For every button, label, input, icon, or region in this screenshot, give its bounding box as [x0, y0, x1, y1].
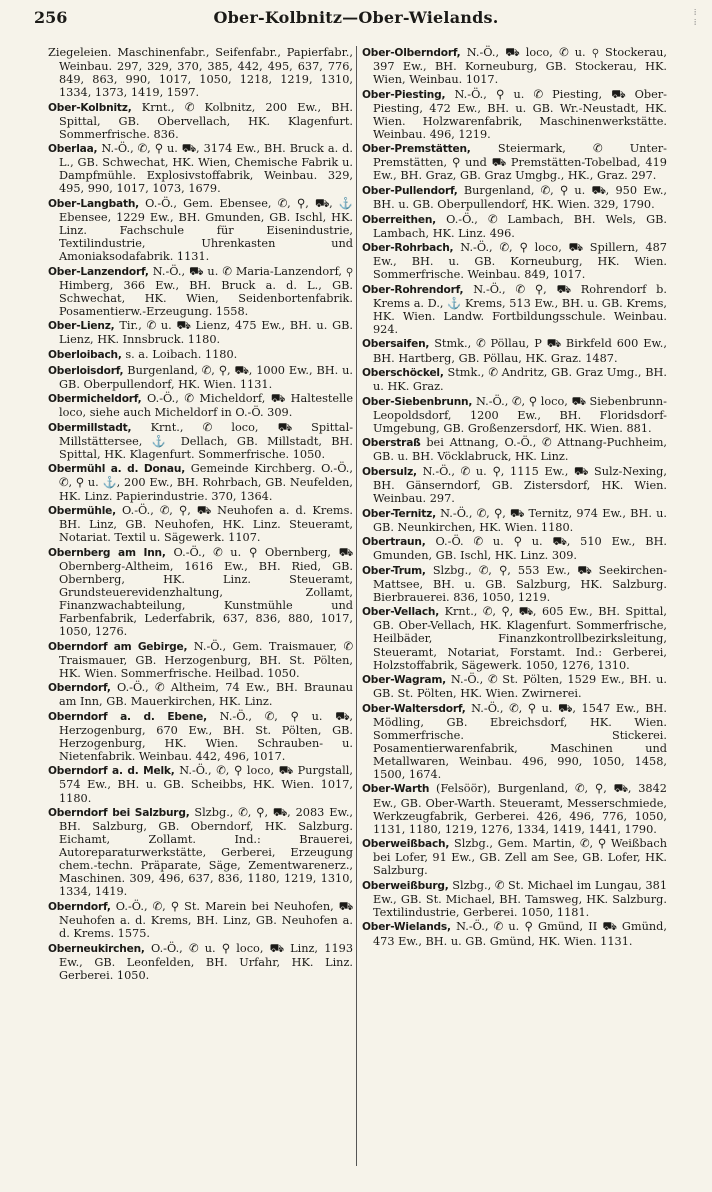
gazetteer-entry [362, 605, 667, 671]
entry-text: Krnt., ✆, ⚲, ⛟, 605 Ew., BH. Spittal, GB. Ober-Vellach, HK. Klagenfurt. Sommerfrische, Heilbäder, Finanzkontrollbezirksleitung, Steueramt, Notariat, Forstamt. Ind.: Gerberei, Holzstoffabrik, Sägewerk. 1050, 1276, 1310. [373, 605, 667, 672]
entry-headword: Ober-Wagram, [362, 674, 446, 687]
entry-headword: Ober-Lanzendorf, [48, 265, 149, 278]
entry-headword: Ober-Warth [362, 783, 430, 796]
entry-text: Slzbg., Gem. Martin, ✆, ⚲ Weißbach bei Lofer, 91 Ew., GB. Zell am See, GB. Lofer, HK. Salzburg. [373, 837, 667, 878]
entry-text: Tir., ✆ u. ⛟ Lienz, 475 Ew., BH. u. GB. Lienz, HK. Innsbruck. 1180. [59, 319, 354, 347]
gazetteer-entry [48, 364, 353, 391]
entry-text: Steiermark, ✆ Unter-Premstätten, ⚲ und ⛟ Premstätten-Tobelbad, 419 Ew., BH. Graz, GB. Graz Umgbg., HK., Graz. 297. [373, 142, 667, 183]
entry-headword: Ober-Premstätten, [362, 143, 471, 156]
entry-headword: Oberndorf bei Salzburg, [48, 807, 190, 820]
entry-headword: Oberloibach, [48, 349, 122, 362]
entry-text: N.-Ö., ✆, ⚲ loco, ⛟ Spillern, 487 Ew., BH. u. GB. Korneuburg, HK. Wien. Sommerfrische. Weinbau. 849, 1017. [373, 241, 667, 282]
entry-text: O.-Ö., ✆, ⚲, ⛟ Neuhofen a. d. Krems. BH. Linz, GB. Neuhofen, HK. Linz. Steueramt, Notariat. Textil u. Sägewerk. 1107. [59, 504, 354, 545]
right-column [362, 46, 667, 949]
page-header [34, 8, 678, 34]
gazetteer-entry [48, 462, 353, 502]
entry-headword: Oberreithen, [362, 213, 436, 226]
left-column [48, 46, 353, 983]
entry-text: Ziegeleien. Maschinenfabr., Seifenfabr., Papierfabr., Weinbau. 297, 329, 370, 385, 442, 495, 637, 776, 849, 863, 990, 1017, 1050, 1218, 1219, 1310, 1334, 1373, 1419, 1597. [48, 46, 353, 100]
entry-text: Krnt., ✆ loco, ⛟ Spittal-Millstättersee, ⚓ Dellach, GB. Millstadt, BH. Spittal, HK. Klagenfurt. Sommerfrische. 1050. [59, 420, 354, 461]
gazetteer-entry [362, 283, 667, 336]
entry-text: O.-Ö., ✆ Micheldorf, ⛟ Haltestelle loco, siehe auch Micheldorf in O.-Ö. 309. [59, 392, 354, 420]
entry-headword: Obermühl a. d. Donau, [48, 463, 186, 476]
gazetteer-entry [48, 421, 353, 461]
entry-text: Slzbg., ✆, ⚲, 553 Ew., ⛟ Seekirchen-Mattsee, BH. u. GB. Salzburg, HK. Salzburg. Bierbrauerei. 836, 1050, 1219. [373, 563, 668, 604]
entry-text: Burgenland, ✆, ⚲ u. ⛟, 950 Ew., BH. u. GB. Oberpullendorf, HK. Wien. 329, 1790. [373, 183, 667, 212]
entry-text: N.-Ö., Gem. Traismauer, ✆ Traismauer, GB. Herzogenburg, BH. St. Pölten, HK. Wien. Sommerfrische. Heilbad. 1050. [59, 639, 353, 680]
gazetteer-entry [362, 366, 667, 393]
gazetteer-entry [362, 213, 667, 240]
entry-text: Burgenland, ✆, ⚲, ⛟, 1000 Ew., BH. u. GB. Oberpullendorf, HK. Wien. 1131. [59, 363, 353, 391]
gazetteer-entry [48, 46, 353, 99]
gazetteer-entry [362, 507, 667, 534]
entry-headword: Ober-Waltersdorf, [362, 702, 466, 715]
entry-headword: Ober-Pullendorf, [362, 184, 458, 197]
entry-text: (Felsöör), Burgenland, ✆, ⚲, ⛟, 3842 Ew., GB. Ober-Warth. Steueramt, Messerschmiede, Werkzeugfabrik, Gerberei. 426, 496, 776, 1050, 1131, 1180, 1219, 1276, 1334, 1419, 1441, 1790. [373, 782, 667, 836]
entry-headword: Ober-Olberndorf, [362, 47, 461, 59]
entry-headword: Ober-Trum, [362, 564, 426, 577]
gazetteer-entry [362, 241, 667, 281]
entry-text: N.-Ö., ✆, ⚲ u. ⛟, Herzogenburg, 670 Ew., BH. St. Pölten, GB. Herzogenburg, HK. Wien. Schrauben- u. Nietenfabrik. Weinbau. 442, 496, 1017. [59, 709, 353, 763]
entry-headword: Oberstraß [362, 437, 421, 450]
entry-text: O.-Ö., ✆ Altheim, 74 Ew., BH. Braunau am Inn, GB. Mauerkirchen, HK. Linz. [59, 681, 353, 709]
entry-headword: Ober-Langbath, [48, 198, 139, 211]
gazetteer-entry [362, 142, 667, 182]
entry-text: N.-Ö., ✆, ⚲ loco, ⛟ Purgstall, 574 Ew., BH. u. GB. Scheibbs, HK. Wien. 1017, 1180. [59, 764, 353, 805]
entry-text: O.-Ö., ✆ u. ⚲ loco, ⛟ Linz, 1193 Ew., GB. Leonfelden, BH. Urfahr, HK. Linz. Gerberei. 1050. [59, 941, 354, 982]
gazetteer-entry [362, 879, 667, 919]
gazetteer-entry [48, 319, 353, 346]
entry-text: O.-Ö., Gem. Ebensee, ✆, ⚲, ⛟, ⚓ Ebensee, 1229 Ew., BH. Gmunden, GB. Ischl, HK. Linz. Fachschule für Eisenindustrie, Textilindustrie, Uhrenkasten und Amoniaksodafabrik. 1131. [59, 197, 354, 264]
gazetteer-entry [362, 673, 667, 700]
entry-text: O.-Ö., ✆ Lambach, BH. Wels, GB. Lambach, HK. Linz. 496. [373, 212, 668, 240]
gazetteer-entry [362, 564, 667, 604]
entry-text: N.-Ö., ⚲ u. ✆ Piesting, ⛟ Ober-Piesting, 472 Ew., BH. u. GB. Wr.-Neustadt, HK. Wien. Holzwarenfabrik, Maschinenwerkstätte. Weinbau. 496, 1219. [373, 87, 668, 141]
entry-text: N.-Ö., ⛟ loco, ✆ u. ⚲ Stockerau, 397 Ew., BH. Korneuburg, GB. Stockerau, HK. Wien, Weinbau. 1017. [373, 46, 667, 87]
entry-headword: Ober-Lienz, [48, 320, 115, 333]
gazetteer-entry [362, 395, 667, 435]
entry-text: N.-Ö., ✆ u. ⚲ Gmünd, II ⛟ Gmünd, 473 Ew., BH. u. GB. Gmünd, HK. Wien. 1131. [373, 920, 668, 948]
page-number: 256 [34, 8, 68, 27]
entry-headword: Oberweißbach, [362, 838, 450, 851]
entry-text: Krnt., ✆ Kolbnitz, 200 Ew., BH. Spittal, GB. Obervellach, HK. Klagenfurt. Sommerfrische. 836. [59, 100, 354, 141]
entry-headword: Ober-Kolbnitz, [48, 101, 132, 114]
entry-text: s. a. Loibach. 1180. [125, 348, 238, 362]
gazetteer-entry [362, 465, 667, 505]
entry-text: N.-Ö., ✆, ⚲ loco, ⛟ Siebenbrunn-Leopoldsdorf, 1200 Ew., BH. Floridsdorf-Umgebung, GB. Großenzersdorf, HK. Wien. 881. [373, 394, 667, 435]
gazetteer-entry [48, 546, 353, 638]
entry-text: Stmk., ✆ Andritz, GB. Graz Umg., BH. u. HK. Graz. [373, 366, 667, 394]
entry-text: N.-Ö., ✆ ⚲, ⛟ Rohrendorf b. Krems a. D., ⚓ Krems, 513 Ew., BH. u. GB. Krems, HK. Wien. Landw. Fortbildungsschule. Weinbau. 924. [373, 282, 668, 336]
gazetteer-entry [48, 504, 353, 544]
column-divider [356, 46, 357, 1166]
entry-text: N.-Ö., ✆, ⚲ u. ⛟, 3174 Ew., BH. Bruck a. d. L., GB. Schwechat, HK. Wien, Chemische Fabrik u. Dampfmühle. Explosivstoffabrik, Weinbau. 329, 495, 990, 1017, 1073, 1679. [59, 142, 354, 196]
edge-mark: ⁞ ⁞ [694, 8, 697, 27]
entry-text: Gemeinde Kirchberg. O.-Ö., ✆, ⚲ u. ⚓, 200 Ew., BH. Rohrbach, GB. Neufelden, HK. Linz. Papierindustrie. 370, 1364. [59, 462, 353, 503]
gazetteer-entry [48, 265, 353, 318]
entry-headword: Ober-Vellach, [362, 606, 440, 619]
entry-headword: Ober-Siebenbrunn, [362, 395, 473, 408]
gazetteer-entry [48, 101, 353, 141]
entry-headword: Obersaifen, [362, 338, 430, 351]
entry-headword: Oberloisdorf, [48, 364, 124, 377]
entry-headword: Ober-Wielands, [362, 921, 451, 934]
entry-headword: Oberndorf a. d. Melk, [48, 765, 175, 778]
gazetteer-entry [48, 197, 353, 263]
gazetteer-entry [48, 681, 353, 708]
entry-headword: Oberschöckel, [362, 367, 444, 380]
gazetteer-entry [362, 535, 667, 562]
entry-headword: Obertraun, [362, 536, 426, 549]
gazetteer-entry [48, 900, 353, 940]
entry-headword: Ober-Rohrbach, [362, 242, 454, 255]
gazetteer-entry [362, 920, 667, 947]
gazetteer-entry [362, 337, 667, 364]
entry-headword: Oberndorf, [48, 900, 111, 913]
gazetteer-entry [362, 702, 667, 781]
running-head: Ober-Kolbnitz—Ober-Wielands. [213, 8, 499, 27]
gazetteer-entry [48, 942, 353, 982]
gazetteer-entry [48, 392, 353, 419]
entry-headword: Ober-Rohrendorf, [362, 283, 464, 296]
gazetteer-entry [362, 184, 667, 211]
entry-text: O.-Ö., ✆, ⚲ St. Marein bei Neuhofen, ⛟ Neuhofen a. d. Krems, BH. Linz, GB. Neuhofen a. d. Krems. 1575. [59, 899, 353, 940]
entry-text: bei Attnang, O.-Ö., ✆ Attnang-Puchheim, GB. u. BH. Vöcklabruck, HK. Linz. [373, 436, 668, 464]
entry-text: Slzbg., ✆, ⚲, ⛟, 2083 Ew., BH. Salzburg, GB. Oberndorf, HK. Salzburg. Eichamt, Zollamt. Ind.: Brauerei, Autoreparaturwerkstätte, Gerberei, Erzeugung chem.-techn. Präparate, Säge, Zementwarenerz., Maschinen. 309, 496, 637, 836, 1180, 1219, 1310, 1334, 1419. [59, 806, 354, 899]
entry-headword: Ober-Ternitz, [362, 507, 436, 520]
entry-text: N.-Ö., ✆, ⚲, ⛟ Ternitz, 974 Ew., BH. u. GB. Neunkirchen, HK. Wien. 1180. [373, 506, 667, 534]
entry-headword: Oberlaa, [48, 143, 98, 156]
entry-headword: Obernberg am Inn, [48, 546, 166, 559]
gazetteer-entry [362, 46, 667, 86]
entry-headword: Oberweißburg, [362, 879, 449, 892]
gazetteer-entry [48, 806, 353, 898]
gazetteer-entry [362, 88, 667, 141]
entry-text: N.-Ö., ✆ St. Pölten, 1529 Ew., BH. u. GB. St. Pölten, HK. Wien. Zwirnerei. [373, 673, 668, 701]
entry-headword: Oberndorf a. d. Ebene, [48, 710, 207, 723]
gazetteer-entry [48, 640, 353, 680]
gazetteer-entry [362, 782, 667, 835]
gazetteer-entry [362, 436, 667, 463]
entry-headword: Obersulz, [362, 465, 417, 478]
entry-text: N.-Ö., ✆ u. ⚲, 1115 Ew., ⛟ Sulz-Nexing, BH. Gänserndorf, GB. Zistersdorf, HK. Wien. Weinbau. 297. [373, 464, 668, 505]
entry-text: N.-Ö., ✆, ⚲ u. ⛟, 1547 Ew., BH. Mödling, GB. Ebreichsdorf, HK. Wien. Sommerfrische. Stickerei. Posamentierwarenfabrik, Maschinen und Metallwaren, Weinbau. 496, 990, 1050, 1458, 1500, 1674. [373, 701, 667, 781]
gazetteer-entry [362, 837, 667, 877]
entry-headword: Oberneukirchen, [48, 942, 145, 955]
entry-text: N.-Ö., ⛟ u. ✆ Maria-Lanzendorf, ⚲ Himberg, 366 Ew., BH. Bruck a. d. L., GB. Schwechat, HK. Wien, Seidenbortenfabrik. Posamentierw.-Erzeugung. 1558. [59, 264, 353, 318]
entry-text: O.-Ö. ✆ u. ⚲ u. ⛟, 510 Ew., BH. Gmunden, GB. Ischl, HK. Linz. 309. [373, 535, 668, 563]
entry-text: O.-Ö., ✆ u. ⚲ Obernberg, ⛟ Obernberg-Altheim, 1616 Ew., BH. Ried, GB. Obernberg, HK. Linz. Steueramt, Grundsteuerevidenzhaltung, Zollamt, Finanzwachabteilung, Kunstmühle und Farbenfabrik, Lederfabrik, 637, 836, 880, 1017, 1050, 1276. [59, 545, 353, 638]
gazetteer-entry [48, 348, 353, 362]
entry-headword: Ober-Piesting, [362, 88, 446, 101]
gazetteer-entry [48, 710, 353, 763]
entry-text: Stmk., ✆ Pöllau, P ⛟ Birkfeld 600 Ew., BH. Hartberg, GB. Pöllau, HK. Graz. 1487. [373, 337, 667, 365]
entry-headword: Obermillstadt, [48, 421, 132, 434]
entry-headword: Oberndorf am Gebirge, [48, 640, 188, 653]
entry-headword: Obermicheldorf, [48, 393, 142, 406]
gazetteer-entry [48, 764, 353, 804]
entry-text: Slzbg., ✆ St. Michael im Lungau, 381 Ew., GB. St. Michael, BH. Tamsweg, HK. Salzburg. Textilindustrie, Gerberei. 1050, 1181. [373, 878, 668, 919]
entry-headword: Oberndorf, [48, 682, 111, 695]
entry-headword: Obermühle, [48, 505, 116, 518]
gazetteer-entry [48, 142, 353, 195]
